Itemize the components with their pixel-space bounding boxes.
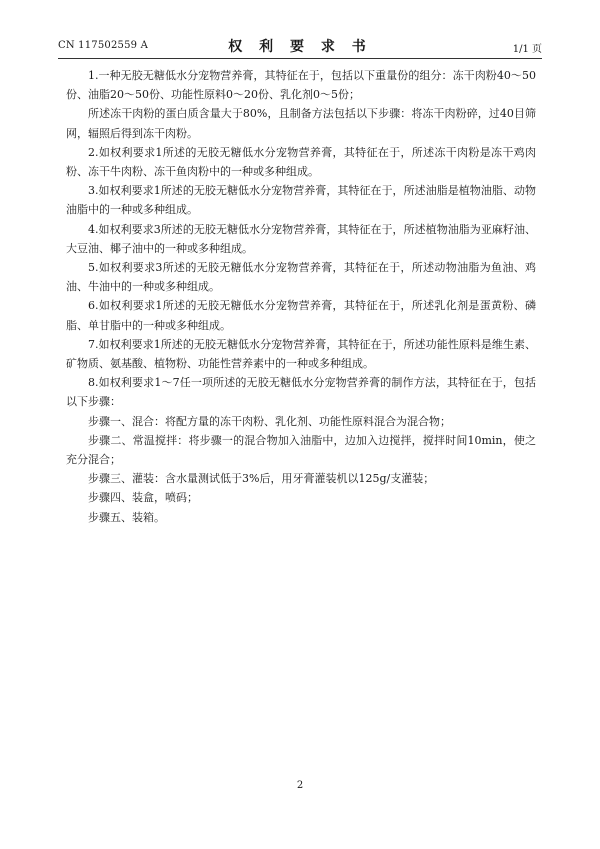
page-number: 2 bbox=[296, 780, 304, 791]
page-info: 1/1 页 bbox=[512, 44, 542, 55]
claim-8: 8.如权利要求1～7任一项所述的无胶无糖低水分宠物营养膏的制作方法，其特征在于，包括以下步骤： bbox=[66, 376, 536, 409]
claim-3: 3.如权利要求1所述的无胶无糖低水分宠物营养膏，其特征在于，所述油脂是植物油脂、动物油脂中的一种或多种组成。 bbox=[66, 184, 536, 217]
claim-7: 7.如权利要求1所述的无胶无糖低水分宠物营养膏，其特征在于，所述功能性原料是维生素、矿物质、氨基酸、植物粉、功能性营养素中的一种或多种组成。 bbox=[66, 337, 536, 371]
claim-8-step-4: 步骤四、装盒，喷码； bbox=[88, 491, 198, 505]
publication-number: CN 117502559 A bbox=[58, 40, 149, 51]
header-divider bbox=[58, 58, 542, 59]
claim-8-step-1: 步骤一、混合：将配方量的冻干肉粉、乳化剂、功能性原料混合为混合物； bbox=[88, 414, 451, 428]
claim-4: 4.如权利要求3所述的无胶无糖低水分宠物营养膏，其特征在于，所述植物油脂为亚麻籽油、大豆油、椰子油中的一种或多种组成。 bbox=[66, 222, 536, 255]
claim-1-continued: 所述冻干肉粉的蛋白质含量大于80%，且制备方法包括以下步骤：将冻干肉粉碎，过40目筛网，辐照后得到冻干肉粉。 bbox=[66, 107, 536, 140]
page-header bbox=[58, 36, 542, 56]
document-title: 权 利 要 求 书 bbox=[228, 39, 372, 55]
claim-8-step-5: 步骤五、装箱。 bbox=[88, 510, 165, 524]
claim-8-step-2: 步骤二、常温搅拌：将步骤一的混合物加入油脂中，边加入边搅拌，搅拌时间10min，使之充分混合； bbox=[66, 433, 536, 467]
claims-body bbox=[66, 66, 536, 527]
claim-8-step-3: 步骤三、灌装：含水量测试低于3%后，用牙膏灌装机以125g/支灌装； bbox=[88, 472, 435, 486]
claim-2: 2.如权利要求1所述的无胶无糖低水分宠物营养膏，其特征在于，所述冻干肉粉是冻干鸡肉粉、冻干牛肉粉、冻干鱼肉粉中的一种或多种组成。 bbox=[66, 145, 536, 179]
claim-5: 5.如权利要求3所述的无胶无糖低水分宠物营养膏，其特征在于，所述动物油脂为鱼油、鸡油、牛油中的一种或多种组成。 bbox=[66, 261, 536, 294]
claim-6: 6.如权利要求1所述的无胶无糖低水分宠物营养膏，其特征在于，所述乳化剂是蛋黄粉、磷脂、单甘脂中的一种或多种组成。 bbox=[66, 299, 536, 332]
claim-1: 1.一种无胶无糖低水分宠物营养膏，其特征在于，包括以下重量份的组分：冻干肉粉40～50份、油脂20～50份、功能性原料0～20份、乳化剂0～5份； bbox=[66, 69, 536, 102]
